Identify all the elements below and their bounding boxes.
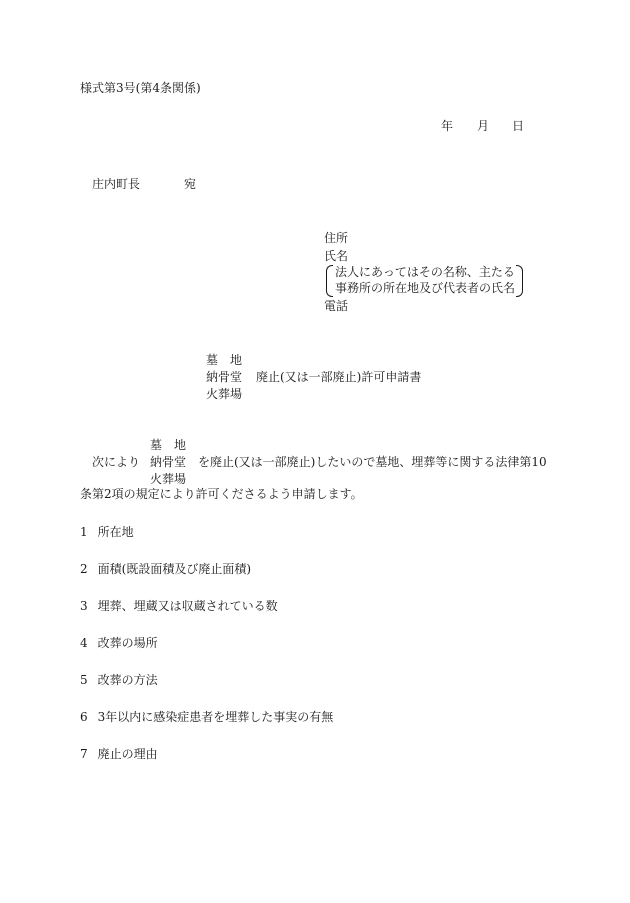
left-brace	[326, 265, 333, 297]
item-number: 3	[80, 599, 88, 613]
item-label: 廃止の理由	[97, 747, 158, 761]
item-label: 改葬の場所	[97, 636, 158, 650]
list-item	[80, 709, 333, 726]
item-number: 1	[80, 525, 88, 539]
body-line-1: を廃止(又は一部廃止)したいので墓地、埋葬等に関する法律第10	[198, 455, 547, 469]
corp-note-line-2: 事務所の所在地及び代表者の氏名	[335, 281, 516, 295]
body-lead: 次により	[92, 455, 141, 469]
title-facility-types	[206, 352, 242, 403]
date-day-label: 日	[512, 119, 525, 133]
right-brace	[516, 265, 523, 297]
item-number: 6	[80, 710, 88, 724]
applicant-name-label: 氏名	[324, 249, 349, 263]
body-type-ossuary: 納骨堂	[150, 455, 187, 469]
item-label: 所在地	[97, 525, 134, 539]
addressee-name: 庄内町長	[92, 177, 141, 191]
corp-note-line-1: 法人にあってはその名称、主たる	[335, 265, 515, 279]
body-facility-types	[150, 437, 186, 488]
item-number: 2	[80, 562, 88, 576]
form-reference: 様式第3号(第4条関係)	[80, 81, 201, 95]
list-item	[80, 635, 158, 652]
body-type-cemetery: 墓 地	[150, 438, 187, 452]
list-item	[80, 524, 134, 541]
body-type-crematorium: 火葬場	[150, 472, 187, 486]
list-item	[80, 561, 251, 578]
item-number: 5	[80, 673, 88, 687]
title-type-ossuary: 納骨堂	[206, 370, 243, 384]
addressee-suffix: 宛	[184, 177, 197, 191]
title-type-cemetery: 墓 地	[206, 353, 243, 367]
item-label: 改葬の方法	[97, 673, 158, 687]
list-item	[80, 598, 278, 615]
applicant-address-label: 住所	[324, 231, 349, 245]
document-title: 廃止(又は一部廃止)許可申請書	[256, 370, 422, 384]
item-label: 面積(既設面積及び廃止面積)	[97, 562, 252, 576]
list-item	[80, 672, 158, 689]
item-label: 埋葬、埋蔵又は収蔵されている数	[97, 599, 278, 613]
item-number: 4	[80, 636, 88, 650]
date-year-label: 年	[441, 119, 454, 133]
applicant-phone-label: 電話	[324, 299, 349, 313]
item-number: 7	[80, 747, 88, 761]
item-label: 3年以内に感染症患者を埋葬した事実の有無	[97, 710, 334, 724]
list-item	[80, 746, 158, 763]
title-type-crematorium: 火葬場	[206, 387, 243, 401]
body-line-2: 条第2項の規定により許可くださるよう申請します。	[80, 487, 363, 501]
date-month-label: 月	[477, 119, 490, 133]
